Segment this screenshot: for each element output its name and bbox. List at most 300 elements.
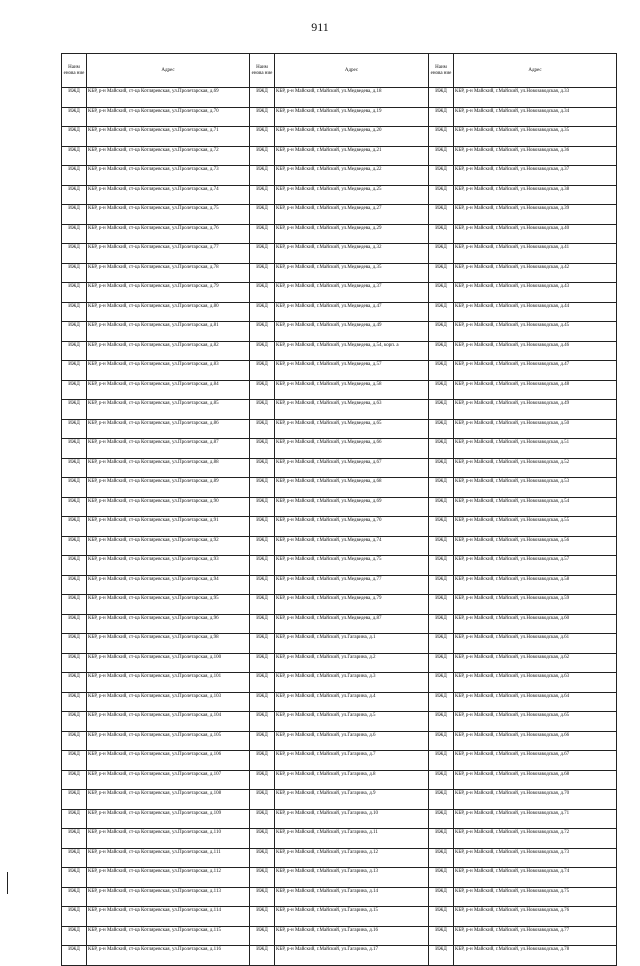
- column-header-type-3: Наим енова ние: [429, 54, 454, 88]
- address-cell: КБР, р-н Майский, г.Майский, ул.Новозаводская, д.72: [454, 829, 617, 849]
- address-cell: КБР, р-н Майский, ст-ца Котляревская, ул.Пролетарская, д.106: [87, 751, 250, 771]
- address-cell: КБР, р-н Майский, г.Майский, ул.Новозаводская, д.55: [454, 517, 617, 537]
- table-row: [62, 205, 617, 225]
- table-body: [62, 88, 617, 966]
- type-cell: ИЖД: [62, 712, 87, 732]
- address-cell: КБР, р-н Майский, г.Майский, ул.Новозаводская, д.46: [454, 341, 617, 361]
- address-cell: КБР, р-н Майский, г.Майский, ул.Новозаводская, д.77: [454, 926, 617, 946]
- type-cell: ИЖД: [62, 400, 87, 420]
- table-row: [62, 868, 617, 888]
- address-cell: КБР, р-н Майский, ст-ца Котляревская, ул.Пролетарская, д.80: [87, 302, 250, 322]
- address-cell: КБР, р-н Майский, г.Майский, ул.Медведева, д.22: [275, 166, 429, 186]
- type-cell: ИЖД: [62, 107, 87, 127]
- address-cell: КБР, р-н Майский, г.Майский, ул.Новозаводская, д.70: [454, 790, 617, 810]
- type-cell: ИЖД: [250, 926, 275, 946]
- table-row: [62, 497, 617, 517]
- type-cell: ИЖД: [429, 614, 454, 634]
- type-cell: ИЖД: [250, 751, 275, 771]
- address-cell: КБР, р-н Майский, г.Майский, ул.Медведева, д.75: [275, 556, 429, 576]
- type-cell: ИЖД: [429, 517, 454, 537]
- address-cell: КБР, р-н Майский, г.Майский, ул.Новозаводская, д.42: [454, 263, 617, 283]
- type-cell: ИЖД: [429, 848, 454, 868]
- table-row: [62, 614, 617, 634]
- address-cell: КБР, р-н Майский, г.Майский, ул.Медведева, д.77: [275, 575, 429, 595]
- type-cell: ИЖД: [250, 244, 275, 264]
- address-cell: КБР, р-н Майский, г.Майский, ул.Гагарина, д.3: [275, 673, 429, 693]
- address-cell: КБР, р-н Майский, г.Майский, ул.Медведева, д.67: [275, 458, 429, 478]
- type-cell: ИЖД: [62, 205, 87, 225]
- table-row: [62, 107, 617, 127]
- address-cell: КБР, р-н Майский, г.Майский, ул.Гагарина, д.13: [275, 868, 429, 888]
- type-cell: ИЖД: [62, 926, 87, 946]
- address-cell: КБР, р-н Майский, ст-ца Котляревская, ул.Пролетарская, д.84: [87, 380, 250, 400]
- table-row: [62, 829, 617, 849]
- table-row: [62, 946, 617, 966]
- type-cell: ИЖД: [429, 751, 454, 771]
- address-cell: КБР, р-н Майский, г.Майский, ул.Гагарина, д.2: [275, 653, 429, 673]
- address-cell: КБР, р-н Майский, г.Майский, ул.Медведева, д.74: [275, 536, 429, 556]
- type-cell: ИЖД: [429, 419, 454, 439]
- type-cell: ИЖД: [62, 731, 87, 751]
- address-cell: КБР, р-н Майский, ст-ца Котляревская, ул.Пролетарская, д.113: [87, 887, 250, 907]
- table-row: [62, 361, 617, 381]
- address-cell: КБР, р-н Майский, г.Майский, ул.Новозаводская, д.71: [454, 809, 617, 829]
- table-row: [62, 283, 617, 303]
- address-cell: КБР, р-н Майский, г.Майский, ул.Новозаводская, д.39: [454, 205, 617, 225]
- type-cell: ИЖД: [250, 224, 275, 244]
- address-cell: КБР, р-н Майский, г.Майский, ул.Новозаводская, д.66: [454, 731, 617, 751]
- address-cell: КБР, р-н Майский, ст-ца Котляревская, ул.Пролетарская, д.82: [87, 341, 250, 361]
- table-row: [62, 731, 617, 751]
- type-cell: ИЖД: [250, 146, 275, 166]
- type-cell: ИЖД: [250, 283, 275, 303]
- table-row: [62, 263, 617, 283]
- type-cell: ИЖД: [429, 478, 454, 498]
- type-cell: ИЖД: [429, 205, 454, 225]
- table-row: [62, 770, 617, 790]
- type-cell: ИЖД: [250, 419, 275, 439]
- type-cell: ИЖД: [62, 127, 87, 147]
- type-cell: ИЖД: [429, 673, 454, 693]
- type-cell: ИЖД: [62, 634, 87, 654]
- table-row: [62, 634, 617, 654]
- table-row: [62, 536, 617, 556]
- type-cell: ИЖД: [250, 829, 275, 849]
- table-row: [62, 244, 617, 264]
- type-cell: ИЖД: [429, 809, 454, 829]
- type-cell: ИЖД: [62, 595, 87, 615]
- address-cell: КБР, р-н Майский, г.Майский, ул.Медведева, д.66: [275, 439, 429, 459]
- type-cell: ИЖД: [250, 517, 275, 537]
- address-cell: КБР, р-н Майский, ст-ца Котляревская, ул.Пролетарская, д.91: [87, 517, 250, 537]
- margin-mark: [7, 872, 8, 894]
- type-cell: ИЖД: [429, 731, 454, 751]
- column-header-type-1: Наим енова ние: [62, 54, 87, 88]
- type-cell: ИЖД: [62, 380, 87, 400]
- address-cell: КБР, р-н Майский, ст-ца Котляревская, ул.Пролетарская, д.90: [87, 497, 250, 517]
- address-cell: КБР, р-н Майский, г.Майский, ул.Медведева, д.87: [275, 614, 429, 634]
- address-cell: КБР, р-н Майский, г.Майский, ул.Медведева, д.20: [275, 127, 429, 147]
- table-row: [62, 419, 617, 439]
- address-cell: КБР, р-н Майский, ст-ца Котляревская, ул.Пролетарская, д.78: [87, 263, 250, 283]
- type-cell: ИЖД: [62, 419, 87, 439]
- type-cell: ИЖД: [250, 673, 275, 693]
- table-row: [62, 712, 617, 732]
- type-cell: ИЖД: [429, 146, 454, 166]
- address-cell: КБР, р-н Майский, г.Майский, ул.Медведева, д.79: [275, 595, 429, 615]
- address-cell: КБР, р-н Майский, г.Майский, ул.Новозаводская, д.43: [454, 283, 617, 303]
- type-cell: ИЖД: [429, 322, 454, 342]
- type-cell: ИЖД: [429, 439, 454, 459]
- table-row: [62, 673, 617, 693]
- address-cell: КБР, р-н Майский, г.Майский, ул.Гагарина, д.8: [275, 770, 429, 790]
- address-cell: КБР, р-н Майский, г.Майский, ул.Медведева, д.63: [275, 400, 429, 420]
- type-cell: ИЖД: [62, 809, 87, 829]
- type-cell: ИЖД: [250, 205, 275, 225]
- address-cell: КБР, р-н Майский, г.Майский, ул.Новозаводская, д.36: [454, 146, 617, 166]
- type-cell: ИЖД: [62, 575, 87, 595]
- address-cell: КБР, р-н Майский, г.Майский, ул.Новозаводская, д.57: [454, 556, 617, 576]
- address-cell: КБР, р-н Майский, ст-ца Котляревская, ул.Пролетарская, д.71: [87, 127, 250, 147]
- type-cell: ИЖД: [429, 770, 454, 790]
- type-cell: ИЖД: [250, 575, 275, 595]
- address-cell: КБР, р-н Майский, г.Майский, ул.Медведева, д.49: [275, 322, 429, 342]
- address-cell: КБР, р-н Майский, г.Майский, ул.Новозаводская, д.64: [454, 692, 617, 712]
- address-cell: КБР, р-н Майский, ст-ца Котляревская, ул.Пролетарская, д.116: [87, 946, 250, 966]
- type-cell: ИЖД: [250, 166, 275, 186]
- address-cell: КБР, р-н Майский, г.Майский, ул.Медведева, д.57: [275, 361, 429, 381]
- table-row: [62, 400, 617, 420]
- address-cell: КБР, р-н Майский, г.Майский, ул.Гагарина, д.12: [275, 848, 429, 868]
- type-cell: ИЖД: [62, 751, 87, 771]
- table-row: [62, 848, 617, 868]
- type-cell: ИЖД: [250, 887, 275, 907]
- type-cell: ИЖД: [250, 907, 275, 927]
- address-cell: КБР, р-н Майский, г.Майский, ул.Новозаводская, д.47: [454, 361, 617, 381]
- address-cell: КБР, р-н Майский, г.Майский, ул.Новозаводская, д.63: [454, 673, 617, 693]
- type-cell: ИЖД: [429, 946, 454, 966]
- type-cell: ИЖД: [62, 458, 87, 478]
- type-cell: ИЖД: [62, 614, 87, 634]
- address-cell: КБР, р-н Майский, ст-ца Котляревская, ул.Пролетарская, д.110: [87, 829, 250, 849]
- table-row: [62, 302, 617, 322]
- column-header-address-1: Адрес: [87, 54, 250, 88]
- address-cell: КБР, р-н Майский, г.Майский, ул.Новозаводская, д.61: [454, 634, 617, 654]
- type-cell: ИЖД: [250, 653, 275, 673]
- type-cell: ИЖД: [429, 88, 454, 108]
- address-cell: КБР, р-н Майский, ст-ца Котляревская, ул.Пролетарская, д.69: [87, 88, 250, 108]
- type-cell: ИЖД: [62, 185, 87, 205]
- type-cell: ИЖД: [250, 302, 275, 322]
- address-cell: КБР, р-н Майский, г.Майский, ул.Новозаводская, д.53: [454, 478, 617, 498]
- type-cell: ИЖД: [250, 380, 275, 400]
- table-row: [62, 595, 617, 615]
- address-cell: КБР, р-н Майский, ст-ца Котляревская, ул.Пролетарская, д.98: [87, 634, 250, 654]
- type-cell: ИЖД: [429, 302, 454, 322]
- address-cell: КБР, р-н Майский, г.Майский, ул.Новозаводская, д.34: [454, 107, 617, 127]
- address-cell: КБР, р-н Майский, г.Майский, ул.Медведева, д.18: [275, 88, 429, 108]
- table-row: [62, 322, 617, 342]
- table-row: [62, 185, 617, 205]
- address-cell: КБР, р-н Майский, г.Майский, ул.Новозаводская, д.59: [454, 595, 617, 615]
- address-cell: КБР, р-н Майский, г.Майский, ул.Новозаводская, д.51: [454, 439, 617, 459]
- address-cell: КБР, р-н Майский, ст-ца Котляревская, ул.Пролетарская, д.86: [87, 419, 250, 439]
- table-row: [62, 439, 617, 459]
- type-cell: ИЖД: [250, 458, 275, 478]
- type-cell: ИЖД: [429, 185, 454, 205]
- type-cell: ИЖД: [62, 517, 87, 537]
- address-cell: КБР, р-н Майский, г.Майский, ул.Новозаводская, д.76: [454, 907, 617, 927]
- type-cell: ИЖД: [62, 790, 87, 810]
- table-row: [62, 790, 617, 810]
- address-cell: КБР, р-н Майский, г.Майский, ул.Медведева, д.58: [275, 380, 429, 400]
- type-cell: ИЖД: [62, 361, 87, 381]
- table-row: [62, 458, 617, 478]
- type-cell: ИЖД: [250, 361, 275, 381]
- type-cell: ИЖД: [429, 380, 454, 400]
- address-cell: КБР, р-н Майский, г.Майский, ул.Гагарина, д.16: [275, 926, 429, 946]
- type-cell: ИЖД: [429, 926, 454, 946]
- address-cell: КБР, р-н Майский, г.Майский, ул.Медведева, д.19: [275, 107, 429, 127]
- address-cell: КБР, р-н Майский, ст-ца Котляревская, ул.Пролетарская, д.100: [87, 653, 250, 673]
- type-cell: ИЖД: [429, 224, 454, 244]
- address-cell: КБР, р-н Майский, г.Майский, ул.Медведева, д.68: [275, 478, 429, 498]
- type-cell: ИЖД: [250, 868, 275, 888]
- type-cell: ИЖД: [250, 809, 275, 829]
- type-cell: ИЖД: [62, 263, 87, 283]
- type-cell: ИЖД: [62, 439, 87, 459]
- type-cell: ИЖД: [429, 166, 454, 186]
- type-cell: ИЖД: [62, 244, 87, 264]
- address-cell: КБР, р-н Майский, г.Майский, ул.Гагарина, д.7: [275, 751, 429, 771]
- address-cell: КБР, р-н Майский, ст-ца Котляревская, ул.Пролетарская, д.111: [87, 848, 250, 868]
- address-cell: КБР, р-н Майский, г.Майский, ул.Гагарина, д.1: [275, 634, 429, 654]
- page-number: 911: [311, 20, 329, 34]
- table-row: [62, 517, 617, 537]
- address-cell: КБР, р-н Майский, г.Майский, ул.Гагарина, д.10: [275, 809, 429, 829]
- address-cell: КБР, р-н Майский, ст-ца Котляревская, ул.Пролетарская, д.115: [87, 926, 250, 946]
- table-row: [62, 478, 617, 498]
- address-cell: КБР, р-н Майский, ст-ца Котляревская, ул.Пролетарская, д.104: [87, 712, 250, 732]
- type-cell: ИЖД: [62, 653, 87, 673]
- type-cell: ИЖД: [250, 400, 275, 420]
- table-row: [62, 692, 617, 712]
- table-row: [62, 224, 617, 244]
- address-cell: КБР, р-н Майский, г.Майский, ул.Медведева, д.54, корп. а: [275, 341, 429, 361]
- address-cell: КБР, р-н Майский, г.Майский, ул.Гагарина, д.9: [275, 790, 429, 810]
- type-cell: ИЖД: [429, 341, 454, 361]
- address-cell: КБР, р-н Майский, г.Майский, ул.Новозаводская, д.60: [454, 614, 617, 634]
- type-cell: ИЖД: [62, 146, 87, 166]
- type-cell: ИЖД: [250, 770, 275, 790]
- type-cell: ИЖД: [429, 634, 454, 654]
- type-cell: ИЖД: [62, 536, 87, 556]
- type-cell: ИЖД: [250, 497, 275, 517]
- address-cell: КБР, р-н Майский, г.Майский, ул.Медведева, д.32: [275, 244, 429, 264]
- address-cell: КБР, р-н Майский, г.Майский, ул.Новозаводская, д.67: [454, 751, 617, 771]
- address-cell: КБР, р-н Майский, г.Майский, ул.Новозаводская, д.33: [454, 88, 617, 108]
- table-row: [62, 341, 617, 361]
- address-cell: КБР, р-н Майский, ст-ца Котляревская, ул.Пролетарская, д.83: [87, 361, 250, 381]
- type-cell: ИЖД: [62, 302, 87, 322]
- type-cell: ИЖД: [62, 556, 87, 576]
- address-cell: КБР, р-н Майский, г.Майский, ул.Гагарина, д.5: [275, 712, 429, 732]
- column-header-address-2: Адрес: [275, 54, 429, 88]
- address-cell: КБР, р-н Майский, г.Майский, ул.Медведева, д.21: [275, 146, 429, 166]
- type-cell: ИЖД: [429, 692, 454, 712]
- address-cell: КБР, р-н Майский, г.Майский, ул.Гагарина, д.6: [275, 731, 429, 751]
- address-cell: КБР, р-н Майский, ст-ца Котляревская, ул.Пролетарская, д.73: [87, 166, 250, 186]
- table-row: [62, 907, 617, 927]
- type-cell: ИЖД: [429, 400, 454, 420]
- type-cell: ИЖД: [429, 712, 454, 732]
- type-cell: ИЖД: [250, 341, 275, 361]
- address-cell: КБР, р-н Майский, г.Майский, ул.Новозаводская, д.56: [454, 536, 617, 556]
- type-cell: ИЖД: [429, 458, 454, 478]
- address-cell: КБР, р-н Майский, ст-ца Котляревская, ул.Пролетарская, д.114: [87, 907, 250, 927]
- type-cell: ИЖД: [62, 868, 87, 888]
- type-cell: ИЖД: [250, 107, 275, 127]
- type-cell: ИЖД: [429, 829, 454, 849]
- address-cell: КБР, р-н Майский, г.Майский, ул.Новозаводская, д.38: [454, 185, 617, 205]
- address-cell: КБР, р-н Майский, ст-ца Котляревская, ул.Пролетарская, д.72: [87, 146, 250, 166]
- type-cell: ИЖД: [62, 224, 87, 244]
- address-cell: КБР, р-н Майский, г.Майский, ул.Медведева, д.65: [275, 419, 429, 439]
- table-row: [62, 751, 617, 771]
- table-row: [62, 653, 617, 673]
- type-cell: ИЖД: [250, 712, 275, 732]
- column-header-address-3: Адрес: [454, 54, 617, 88]
- table-row: [62, 926, 617, 946]
- type-cell: ИЖД: [62, 497, 87, 517]
- address-cell: КБР, р-н Майский, г.Майский, ул.Гагарина, д.11: [275, 829, 429, 849]
- type-cell: ИЖД: [62, 166, 87, 186]
- type-cell: ИЖД: [250, 634, 275, 654]
- address-cell: КБР, р-н Майский, г.Майский, ул.Медведева, д.47: [275, 302, 429, 322]
- type-cell: ИЖД: [250, 946, 275, 966]
- type-cell: ИЖД: [250, 127, 275, 147]
- type-cell: ИЖД: [429, 497, 454, 517]
- type-cell: ИЖД: [62, 692, 87, 712]
- address-cell: КБР, р-н Майский, г.Майский, ул.Медведева, д.35: [275, 263, 429, 283]
- type-cell: ИЖД: [429, 556, 454, 576]
- type-cell: ИЖД: [250, 322, 275, 342]
- address-cell: КБР, р-н Майский, г.Майский, ул.Медведева, д.70: [275, 517, 429, 537]
- address-cell: КБР, р-н Майский, г.Майский, ул.Гагарина, д.15: [275, 907, 429, 927]
- address-cell: КБР, р-н Майский, г.Майский, ул.Новозаводская, д.73: [454, 848, 617, 868]
- address-cell: КБР, р-н Майский, г.Майский, ул.Новозаводская, д.75: [454, 887, 617, 907]
- address-cell: КБР, р-н Майский, ст-ца Котляревская, ул.Пролетарская, д.76: [87, 224, 250, 244]
- type-cell: ИЖД: [250, 790, 275, 810]
- address-cell: КБР, р-н Майский, г.Майский, ул.Новозаводская, д.65: [454, 712, 617, 732]
- address-cell: КБР, р-н Майский, ст-ца Котляревская, ул.Пролетарская, д.89: [87, 478, 250, 498]
- address-cell: КБР, р-н Майский, г.Майский, ул.Медведева, д.25: [275, 185, 429, 205]
- address-cell: КБР, р-н Майский, ст-ца Котляревская, ул.Пролетарская, д.107: [87, 770, 250, 790]
- address-cell: КБР, р-н Майский, г.Майский, ул.Новозаводская, д.58: [454, 575, 617, 595]
- address-cell: КБР, р-н Майский, г.Майский, ул.Новозаводская, д.78: [454, 946, 617, 966]
- type-cell: ИЖД: [429, 244, 454, 264]
- type-cell: ИЖД: [62, 946, 87, 966]
- address-cell: КБР, р-н Майский, г.Майский, ул.Медведева, д.27: [275, 205, 429, 225]
- address-cell: КБР, р-н Майский, г.Майский, ул.Новозаводская, д.49: [454, 400, 617, 420]
- type-cell: ИЖД: [250, 731, 275, 751]
- table-row: [62, 146, 617, 166]
- type-cell: ИЖД: [429, 907, 454, 927]
- type-cell: ИЖД: [62, 829, 87, 849]
- address-cell: КБР, р-н Майский, г.Майский, ул.Новозаводская, д.62: [454, 653, 617, 673]
- type-cell: ИЖД: [429, 107, 454, 127]
- type-cell: ИЖД: [62, 770, 87, 790]
- type-cell: ИЖД: [429, 575, 454, 595]
- type-cell: ИЖД: [250, 536, 275, 556]
- address-cell: КБР, р-н Майский, ст-ца Котляревская, ул.Пролетарская, д.77: [87, 244, 250, 264]
- table-header-row: [62, 54, 617, 88]
- address-cell: КБР, р-н Майский, ст-ца Котляревская, ул.Пролетарская, д.109: [87, 809, 250, 829]
- address-cell: КБР, р-н Майский, г.Майский, ул.Гагарина, д.17: [275, 946, 429, 966]
- address-cell: КБР, р-н Майский, г.Майский, ул.Новозаводская, д.41: [454, 244, 617, 264]
- type-cell: ИЖД: [429, 868, 454, 888]
- type-cell: ИЖД: [429, 887, 454, 907]
- table-row: [62, 127, 617, 147]
- address-cell: КБР, р-н Майский, ст-ца Котляревская, ул.Пролетарская, д.101: [87, 673, 250, 693]
- address-cell: КБР, р-н Майский, ст-ца Котляревская, ул.Пролетарская, д.74: [87, 185, 250, 205]
- type-cell: ИЖД: [429, 361, 454, 381]
- address-cell: КБР, р-н Майский, г.Майский, ул.Новозаводская, д.74: [454, 868, 617, 888]
- address-cell: КБР, р-н Майский, ст-ца Котляревская, ул.Пролетарская, д.103: [87, 692, 250, 712]
- address-cell: КБР, р-н Майский, ст-ца Котляревская, ул.Пролетарская, д.108: [87, 790, 250, 810]
- address-cell: КБР, р-н Майский, ст-ца Котляревская, ул.Пролетарская, д.94: [87, 575, 250, 595]
- type-cell: ИЖД: [429, 283, 454, 303]
- type-cell: ИЖД: [62, 848, 87, 868]
- type-cell: ИЖД: [250, 478, 275, 498]
- type-cell: ИЖД: [429, 790, 454, 810]
- table-row: [62, 88, 617, 108]
- address-cell: КБР, р-н Майский, ст-ца Котляревская, ул.Пролетарская, д.88: [87, 458, 250, 478]
- type-cell: ИЖД: [62, 283, 87, 303]
- address-cell: КБР, р-н Майский, г.Майский, ул.Новозаводская, д.45: [454, 322, 617, 342]
- table-row: [62, 380, 617, 400]
- address-cell: КБР, р-н Майский, ст-ца Котляревская, ул.Пролетарская, д.96: [87, 614, 250, 634]
- type-cell: ИЖД: [62, 341, 87, 361]
- type-cell: ИЖД: [62, 88, 87, 108]
- type-cell: ИЖД: [250, 692, 275, 712]
- address-cell: КБР, р-н Майский, г.Майский, ул.Медведева, д.37: [275, 283, 429, 303]
- type-cell: ИЖД: [250, 439, 275, 459]
- type-cell: ИЖД: [250, 263, 275, 283]
- address-cell: КБР, р-н Майский, ст-ца Котляревская, ул.Пролетарская, д.75: [87, 205, 250, 225]
- address-cell: КБР, р-н Майский, г.Майский, ул.Новозаводская, д.68: [454, 770, 617, 790]
- address-table: [61, 53, 617, 966]
- type-cell: ИЖД: [62, 478, 87, 498]
- table-row: [62, 809, 617, 829]
- address-cell: КБР, р-н Майский, г.Майский, ул.Медведева, д.29: [275, 224, 429, 244]
- type-cell: ИЖД: [429, 263, 454, 283]
- type-cell: ИЖД: [429, 536, 454, 556]
- address-cell: КБР, р-н Майский, г.Майский, ул.Новозаводская, д.48: [454, 380, 617, 400]
- type-cell: ИЖД: [250, 185, 275, 205]
- table-row: [62, 166, 617, 186]
- address-cell: КБР, р-н Майский, ст-ца Котляревская, ул.Пролетарская, д.92: [87, 536, 250, 556]
- address-cell: КБР, р-н Майский, ст-ца Котляревская, ул.Пролетарская, д.79: [87, 283, 250, 303]
- table-row: [62, 556, 617, 576]
- type-cell: ИЖД: [429, 595, 454, 615]
- address-cell: КБР, р-н Майский, г.Майский, ул.Медведева, д.69: [275, 497, 429, 517]
- address-cell: КБР, р-н Майский, ст-ца Котляревская, ул.Пролетарская, д.112: [87, 868, 250, 888]
- table-row: [62, 887, 617, 907]
- type-cell: ИЖД: [250, 88, 275, 108]
- column-header-type-2: Наим енова ние: [250, 54, 275, 88]
- address-cell: КБР, р-н Майский, г.Майский, ул.Гагарина, д.4: [275, 692, 429, 712]
